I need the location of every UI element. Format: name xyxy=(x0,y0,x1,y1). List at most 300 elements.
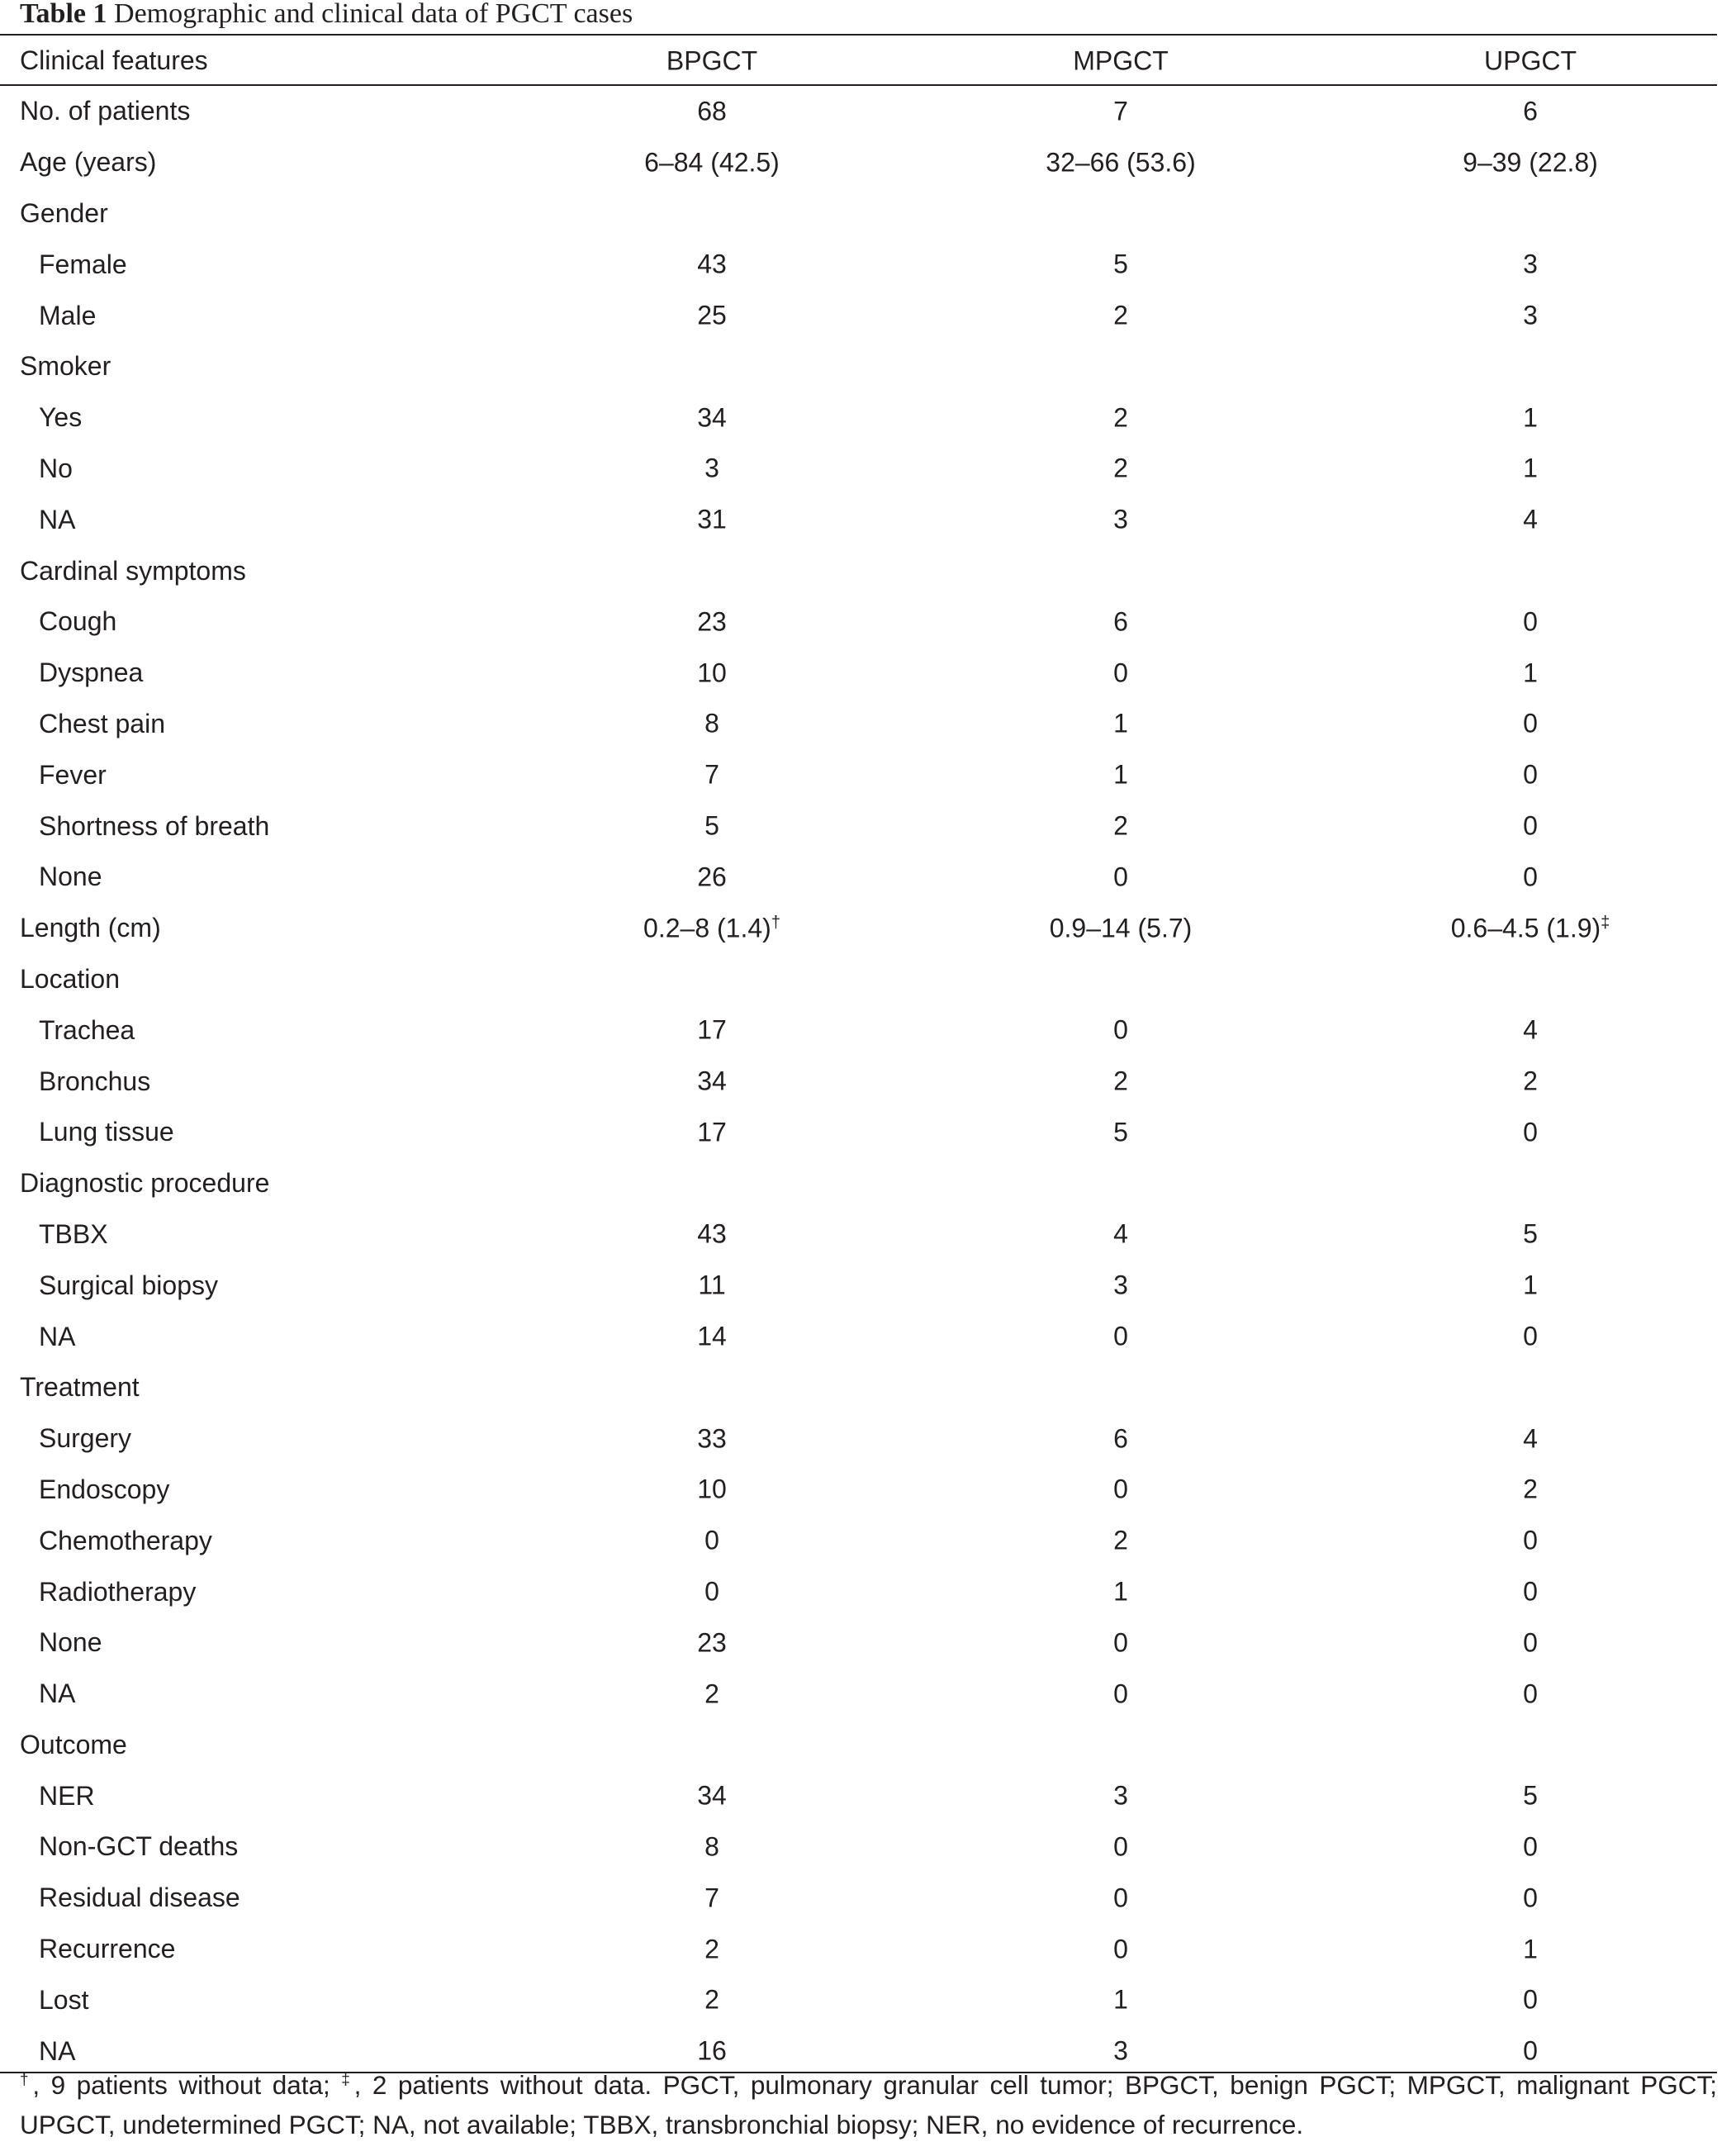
table-cell xyxy=(575,1617,847,1669)
cell-value: 5 xyxy=(1523,1218,1538,1249)
cell-value: 1 xyxy=(1523,402,1538,433)
table-cell xyxy=(575,545,847,596)
cell-value-wrap xyxy=(1113,760,1128,791)
cell-value: 5 xyxy=(1113,249,1128,279)
cell-value-wrap xyxy=(1113,1322,1128,1352)
table-cell xyxy=(847,1924,1397,1975)
table-cell xyxy=(847,852,1397,903)
footnote-mark: ‡ xyxy=(1601,913,1610,932)
table-cell xyxy=(1397,1209,1717,1261)
row-sublabel: NA xyxy=(39,2035,76,2066)
cell-value-wrap xyxy=(1523,760,1538,791)
cell-value: 3 xyxy=(1113,1270,1128,1300)
table-cell xyxy=(575,903,847,954)
row-sublabel: Non-GCT deaths xyxy=(39,1831,239,1862)
table-caption-label: Table 1 xyxy=(20,0,107,29)
row-label: Diagnostic procedure xyxy=(20,1168,270,1199)
cell-value: 0 xyxy=(1113,1883,1128,1913)
row-sublabel: None xyxy=(39,862,102,892)
cell-value: 0 xyxy=(1113,1627,1128,1658)
cell-value-wrap xyxy=(697,862,727,892)
table-row xyxy=(0,1720,1717,1771)
table-cell xyxy=(1397,699,1717,750)
cell-value-wrap xyxy=(697,249,727,280)
table-row xyxy=(0,800,1717,852)
cell-value-wrap xyxy=(1113,658,1128,688)
table-cell xyxy=(847,1821,1397,1873)
cell-value: 4 xyxy=(1113,1218,1128,1249)
table-row xyxy=(0,239,1717,290)
footnote-mark: † xyxy=(771,913,780,932)
cell-value-wrap xyxy=(704,1577,719,1607)
cell-value-wrap xyxy=(1113,1117,1128,1147)
table-cell xyxy=(1397,954,1717,1005)
cell-value: 1 xyxy=(1523,1270,1538,1300)
table-row xyxy=(0,1924,1717,1975)
cell-value: 0 xyxy=(1523,2035,1538,2066)
table-cell xyxy=(575,1158,847,1209)
table-cell xyxy=(1397,239,1717,290)
table-cell xyxy=(575,86,847,137)
footnote-mark-dagger: † xyxy=(20,2071,33,2089)
table-row xyxy=(0,1515,1717,1566)
cell-value-wrap xyxy=(698,1270,725,1301)
cell-value-wrap xyxy=(1113,453,1128,484)
cell-value-wrap xyxy=(697,96,727,126)
table-row xyxy=(0,1413,1717,1465)
cell-value-wrap xyxy=(697,606,727,637)
table-row xyxy=(0,1770,1717,1821)
column-header-label: UPGCT xyxy=(1484,45,1577,75)
cell-value: 17 xyxy=(697,1014,727,1045)
cell-value-wrap xyxy=(1113,505,1128,535)
cell-value: 0 xyxy=(1523,1883,1538,1913)
table-cell xyxy=(847,1669,1397,1720)
cell-value: 6 xyxy=(1523,96,1538,126)
cell-value: 2 xyxy=(1113,810,1128,841)
cell-value-wrap xyxy=(704,453,719,484)
table-cell xyxy=(1397,1260,1717,1311)
cell-value: 2 xyxy=(1113,300,1128,330)
row-sublabel: Lung tissue xyxy=(39,1117,174,1147)
cell-value: 3 xyxy=(1523,249,1538,279)
cell-value: 0 xyxy=(704,1525,719,1555)
cell-value: 16 xyxy=(697,2035,727,2066)
cell-value: 0 xyxy=(1523,708,1538,738)
cell-value: 0 xyxy=(1523,862,1538,892)
table-row xyxy=(0,749,1717,800)
cell-value-wrap xyxy=(704,1831,719,1862)
table-cell xyxy=(847,1515,1397,1566)
table-cell xyxy=(1397,1669,1717,1720)
cell-value: 0.9–14 (5.7) xyxy=(1049,913,1193,943)
row-sublabel: Chemotherapy xyxy=(39,1525,212,1555)
cell-value-wrap xyxy=(1113,249,1128,280)
cell-value-wrap xyxy=(704,811,719,842)
row-label: Length (cm) xyxy=(20,913,161,943)
row-sublabel: Residual disease xyxy=(39,1883,240,1913)
table-row xyxy=(0,903,1717,954)
row-label: Age (years) xyxy=(20,147,157,178)
table-row xyxy=(0,86,1717,137)
cell-value: 0 xyxy=(1523,1627,1538,1658)
table-cell xyxy=(847,1413,1397,1465)
cell-value: 2 xyxy=(1113,402,1128,433)
table-cell xyxy=(575,1873,847,1924)
cell-value-wrap xyxy=(697,301,727,331)
cell-value-wrap xyxy=(1523,2036,1538,2067)
cell-value: 6 xyxy=(1113,1423,1128,1454)
table-cell xyxy=(1397,290,1717,341)
cell-value: 43 xyxy=(697,1218,727,1249)
table-cell xyxy=(575,1669,847,1720)
table-cell xyxy=(1397,1158,1717,1209)
cell-value-wrap xyxy=(697,402,727,433)
cell-value-wrap xyxy=(1113,1270,1128,1301)
cell-value-wrap xyxy=(1523,1474,1538,1505)
cell-value: 68 xyxy=(697,96,727,126)
cell-value-wrap xyxy=(1113,1627,1128,1658)
cell-value-wrap xyxy=(697,1066,727,1097)
row-sublabel: Recurrence xyxy=(39,1934,176,1964)
cell-value-wrap xyxy=(1113,1831,1128,1862)
cell-value: 11 xyxy=(698,1270,726,1300)
cell-value-wrap xyxy=(1463,147,1598,178)
table-caption-title: Demographic and clinical data of PGCT cases xyxy=(114,0,633,29)
cell-value: 2 xyxy=(1113,1066,1128,1096)
cell-value: 1 xyxy=(1523,1934,1538,1964)
cell-value-wrap xyxy=(1113,1883,1128,1913)
column-header: Clinical features xyxy=(20,45,208,75)
cell-value-wrap xyxy=(1113,301,1128,331)
cell-value-wrap xyxy=(1523,1934,1538,1964)
table-cell xyxy=(575,1311,847,1362)
row-label: Cardinal symptoms xyxy=(20,555,246,586)
cell-value: 8 xyxy=(704,708,719,738)
cell-value: 3 xyxy=(704,453,719,483)
table-cell xyxy=(1397,1362,1717,1413)
table-cell xyxy=(1397,1056,1717,1107)
cell-value: 9–39 (22.8) xyxy=(1463,147,1598,178)
cell-value-wrap xyxy=(643,913,780,943)
table-cell xyxy=(1397,1311,1717,1362)
cell-value-wrap xyxy=(1113,1423,1128,1454)
cell-value-wrap xyxy=(1523,1270,1538,1301)
table-cell xyxy=(847,954,1397,1005)
table-cell xyxy=(1397,392,1717,444)
table-cell xyxy=(1397,1107,1717,1158)
table-cell xyxy=(575,290,847,341)
row-sublabel: Cough xyxy=(39,606,117,637)
table-row xyxy=(0,188,1717,240)
table-cell xyxy=(575,1821,847,1873)
table-cell xyxy=(847,1260,1397,1311)
cell-value-wrap xyxy=(697,658,727,688)
cell-value-wrap xyxy=(697,1474,727,1505)
row-sublabel: TBBX xyxy=(39,1218,108,1249)
cell-value: 5 xyxy=(1113,1117,1128,1147)
table-cell xyxy=(1397,86,1717,137)
cell-value: 0.2–8 (1.4) xyxy=(643,913,771,943)
table-cell xyxy=(1397,800,1717,852)
cell-value-wrap xyxy=(1113,1985,1128,2016)
cell-value: 0 xyxy=(1113,1014,1128,1045)
cell-value: 7 xyxy=(704,759,719,790)
table-cell xyxy=(575,1413,847,1465)
cell-value: 2 xyxy=(704,1984,719,2015)
table-row xyxy=(0,1209,1717,1261)
table-cell xyxy=(847,699,1397,750)
cell-value-wrap xyxy=(1113,402,1128,433)
cell-value: 5 xyxy=(704,810,719,841)
cell-value-wrap xyxy=(1523,402,1538,433)
cell-value-wrap xyxy=(1523,453,1538,484)
cell-value-wrap xyxy=(1523,658,1538,688)
cell-value-wrap xyxy=(704,1526,719,1556)
table-row xyxy=(0,1669,1717,1720)
table-cell xyxy=(575,1465,847,1516)
table-cell xyxy=(847,1770,1397,1821)
table-cell xyxy=(847,1720,1397,1771)
table-cell xyxy=(575,1107,847,1158)
cell-value: 1 xyxy=(1523,658,1538,688)
row-sublabel: Female xyxy=(39,249,127,279)
cell-value-wrap xyxy=(1523,1322,1538,1352)
table-cell xyxy=(575,188,847,240)
cell-value-wrap xyxy=(1523,709,1538,739)
table-row xyxy=(0,1566,1717,1617)
cell-value: 6–84 (42.5) xyxy=(644,147,780,178)
row-sublabel: No xyxy=(39,453,73,483)
table-row xyxy=(0,290,1717,341)
cell-value: 43 xyxy=(697,249,727,279)
cell-value-wrap xyxy=(697,1423,727,1454)
table-row xyxy=(0,596,1717,648)
cell-value-wrap xyxy=(1113,96,1128,126)
row-sublabel: Surgery xyxy=(39,1423,132,1454)
row-label: Location xyxy=(20,963,120,994)
table-cell xyxy=(575,749,847,800)
table-cell xyxy=(847,392,1397,444)
cell-value: 0 xyxy=(1113,862,1128,892)
table-cell xyxy=(847,1974,1397,2025)
cell-value: 10 xyxy=(697,1474,727,1504)
cell-value: 26 xyxy=(697,862,727,892)
cell-value-wrap xyxy=(1046,147,1195,178)
table-cell xyxy=(575,1515,847,1566)
row-label: Smoker xyxy=(20,351,111,382)
row-sublabel: Fever xyxy=(39,759,107,790)
table-cell xyxy=(575,494,847,545)
table-cell xyxy=(575,1566,847,1617)
cell-value-wrap xyxy=(1113,1474,1128,1505)
table-cell xyxy=(575,137,847,188)
table-cell xyxy=(575,1924,847,1975)
table-body xyxy=(0,86,1717,2077)
table-cell xyxy=(1397,1873,1717,1924)
table-cell xyxy=(575,648,847,699)
row-sublabel: NER xyxy=(39,1780,95,1811)
table-cell xyxy=(847,1107,1397,1158)
table-cell xyxy=(575,1720,847,1771)
table-row xyxy=(0,545,1717,596)
table-cell xyxy=(1397,545,1717,596)
cell-value-wrap xyxy=(704,1883,719,1913)
cell-value-wrap xyxy=(697,1627,727,1658)
cell-value: 0 xyxy=(1113,1321,1128,1351)
cell-value-wrap xyxy=(1113,606,1128,637)
cell-value: 0 xyxy=(1523,1831,1538,1862)
table-cell xyxy=(1397,1413,1717,1465)
cell-value-wrap xyxy=(697,1219,727,1250)
row-sublabel: Dyspnea xyxy=(39,658,144,688)
cell-value: 33 xyxy=(697,1423,727,1454)
cell-value-wrap xyxy=(1523,1066,1538,1097)
table-cell xyxy=(575,1974,847,2025)
cell-value-wrap xyxy=(1523,1985,1538,2016)
cell-value-wrap xyxy=(704,1934,719,1964)
cell-value-wrap xyxy=(697,1322,727,1352)
table-cell xyxy=(575,852,847,903)
cell-value-wrap xyxy=(1523,811,1538,842)
cell-value: 0 xyxy=(704,1576,719,1607)
cell-value-wrap xyxy=(1523,505,1538,535)
table-cell xyxy=(1397,1924,1717,1975)
table-cell xyxy=(847,1004,1397,1056)
cell-value: 0 xyxy=(1523,1525,1538,1555)
table-row xyxy=(0,954,1717,1005)
table-cell xyxy=(1397,1974,1717,2025)
cell-value-wrap xyxy=(1113,1219,1128,1250)
cell-value: 4 xyxy=(1523,1014,1538,1045)
cell-value: 2 xyxy=(1113,453,1128,483)
table-cell xyxy=(575,1260,847,1311)
column-header-label: BPGCT xyxy=(666,45,758,75)
footnote-text-1: , 9 patients without data; xyxy=(32,2070,342,2100)
table-row xyxy=(0,1465,1717,1516)
table-cell xyxy=(1397,1566,1717,1617)
cell-value-wrap xyxy=(1113,862,1128,892)
cell-value: 1 xyxy=(1523,453,1538,483)
table-cell xyxy=(847,137,1397,188)
table-cell xyxy=(847,1617,1397,1669)
table-cell xyxy=(1397,1821,1717,1873)
row-label: No. of patients xyxy=(20,96,191,126)
cell-value-wrap xyxy=(1523,96,1538,126)
row-sublabel: Radiotherapy xyxy=(39,1576,197,1607)
table-cell xyxy=(575,954,847,1005)
row-label: Treatment xyxy=(20,1372,140,1403)
cell-value: 17 xyxy=(697,1117,727,1147)
cell-value: 1 xyxy=(1113,1984,1128,2015)
table-cell xyxy=(847,545,1397,596)
row-sublabel: Trachea xyxy=(39,1014,135,1045)
cell-value: 2 xyxy=(1523,1474,1538,1504)
table-caption xyxy=(20,0,633,31)
table-cell xyxy=(1397,1770,1717,1821)
table-cell xyxy=(847,903,1397,954)
cell-value-wrap xyxy=(697,2036,727,2067)
row-sublabel: NA xyxy=(39,1321,76,1351)
row-sublabel: Endoscopy xyxy=(39,1474,170,1504)
cell-value-wrap xyxy=(1523,1883,1538,1913)
table-cell xyxy=(847,494,1397,545)
table-cell xyxy=(847,1873,1397,1924)
row-sublabel: Chest pain xyxy=(39,708,165,738)
cell-value-wrap xyxy=(1523,1831,1538,1862)
cell-value: 23 xyxy=(697,606,727,637)
data-table xyxy=(0,36,1717,2077)
cell-value-wrap xyxy=(1523,606,1538,637)
row-sublabel: Male xyxy=(39,300,97,330)
cell-value: 2 xyxy=(704,1679,719,1709)
cell-value-wrap xyxy=(1523,1679,1538,1709)
cell-value-wrap xyxy=(1113,1679,1128,1709)
table-row xyxy=(0,699,1717,750)
table-cell xyxy=(575,444,847,495)
table-cell xyxy=(575,239,847,290)
table-cell xyxy=(1397,188,1717,240)
cell-value: 32–66 (53.6) xyxy=(1046,147,1196,178)
table-cell xyxy=(847,1311,1397,1362)
table-row xyxy=(0,1158,1717,1209)
cell-value-wrap xyxy=(1523,1423,1538,1454)
footnote-text-2: , 2 patients without data. PGCT, pulmonary granular cell tumor; BPGCT, benign PGCT; MPGCT, malignant PGCT; UPGCT, undetermined PGCT; NA, not available; TBBX, transbronchial biopsy; NER, no evidence of recurrence. xyxy=(20,2070,1717,2139)
table-row xyxy=(0,392,1717,444)
table-cell xyxy=(1397,596,1717,648)
table-row xyxy=(0,1260,1717,1311)
table-cell xyxy=(575,800,847,852)
cell-value: 2 xyxy=(1523,1066,1538,1096)
cell-value: 7 xyxy=(704,1883,719,1913)
table-row xyxy=(0,1362,1717,1413)
cell-value: 4 xyxy=(1523,504,1538,534)
cell-value: 1 xyxy=(1113,1576,1128,1607)
table-cell xyxy=(847,1209,1397,1261)
table-row xyxy=(0,1311,1717,1362)
row-sublabel: Bronchus xyxy=(39,1066,151,1096)
cell-value-wrap xyxy=(1113,1066,1128,1097)
row-sublabel: NA xyxy=(39,504,76,534)
cell-value-wrap xyxy=(1523,1526,1538,1556)
table-cell xyxy=(1397,444,1717,495)
table-cell xyxy=(1397,1515,1717,1566)
cell-value: 31 xyxy=(697,504,727,534)
table-cell xyxy=(575,1209,847,1261)
cell-value: 3 xyxy=(1113,1780,1128,1811)
cell-value-wrap xyxy=(1050,913,1193,943)
table-row xyxy=(0,1056,1717,1107)
row-sublabel: Yes xyxy=(39,402,83,433)
cell-value: 34 xyxy=(697,402,727,433)
table-row xyxy=(0,1617,1717,1669)
cell-value: 0 xyxy=(1113,1474,1128,1504)
cell-value: 0 xyxy=(1113,1679,1128,1709)
table-cell xyxy=(1397,494,1717,545)
column-header xyxy=(847,36,1397,86)
cell-value: 34 xyxy=(697,1780,727,1811)
cell-value-wrap xyxy=(1113,811,1128,842)
cell-value-wrap xyxy=(697,1781,727,1811)
cell-value: 0 xyxy=(1523,1984,1538,2015)
cell-value-wrap xyxy=(1523,1015,1538,1046)
cell-value-wrap xyxy=(1113,1015,1128,1046)
cell-value-wrap xyxy=(1523,1219,1538,1250)
table-cell xyxy=(1397,137,1717,188)
table-cell xyxy=(575,341,847,392)
cell-value-wrap xyxy=(697,505,727,535)
cell-value-wrap xyxy=(1113,709,1128,739)
